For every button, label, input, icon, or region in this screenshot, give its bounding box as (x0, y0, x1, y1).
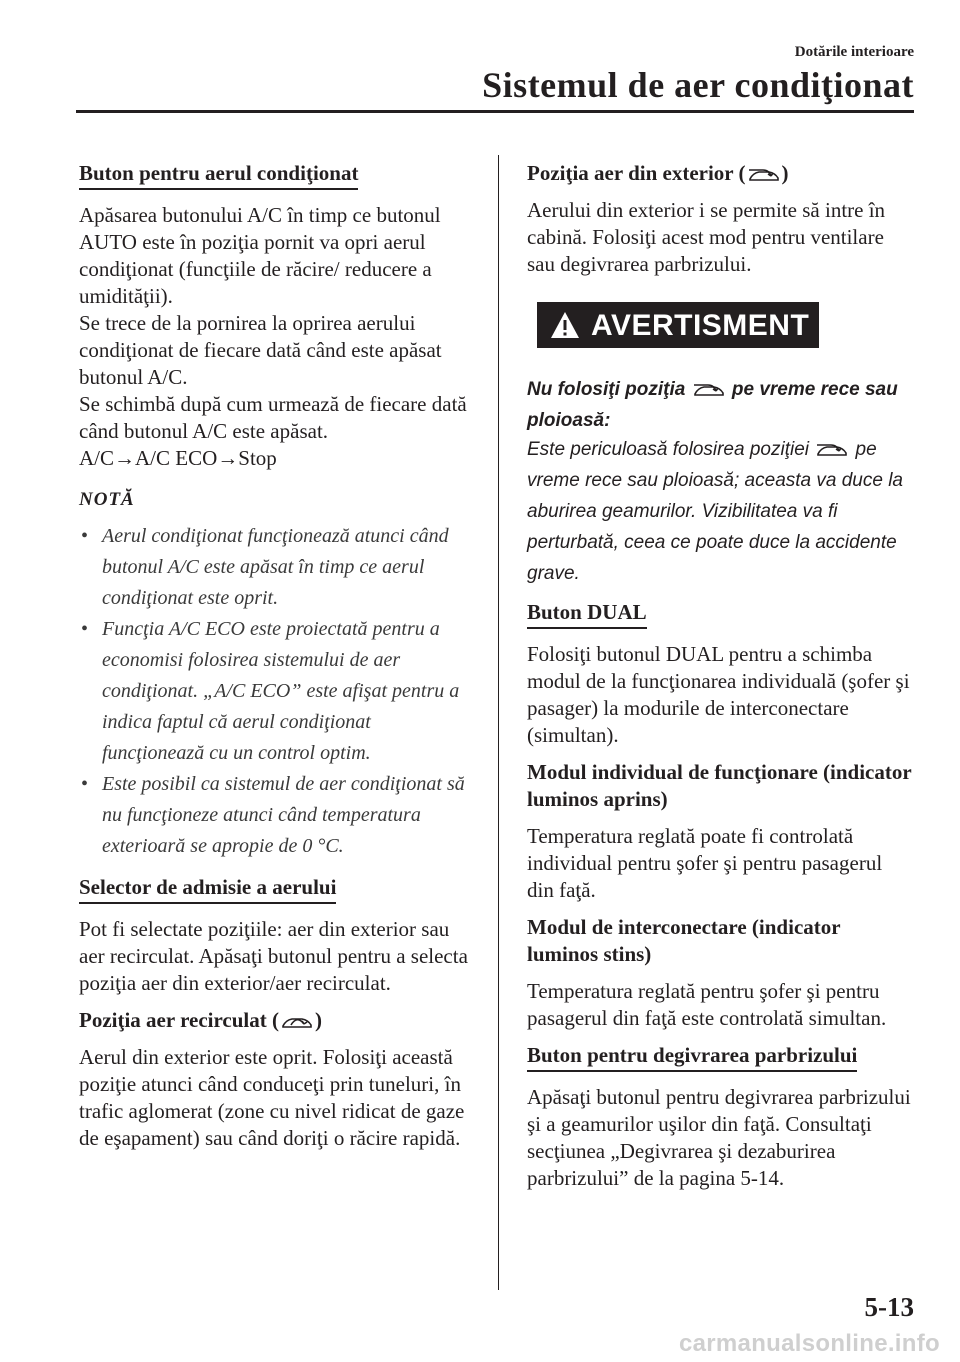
right-column (527, 160, 914, 1202)
recirculated-heading: Poziţia aer recirculat ( ) (79, 1008, 323, 1032)
intake-selector-heading: Selector de admisie a aerului (79, 874, 336, 904)
warning-label: AVERTISMENT (591, 308, 810, 342)
recirculated-paragraph: Aerul din exterior este oprit. Folosiţi această poziţie atunci când conduceţi prin tuneluri, în trafic aglomerat (zone cu nivel ridicat de gaze de eşapament) sau când doriţi o răcire rapidă. (79, 1045, 465, 1150)
note-item: • Este posibil ca sistemul de aer condiţionat să nu funcţioneze atunci când temperatura exterioară se apropie de 0 °C. (81, 773, 465, 857)
note-text: Funcţia A/C ECO este proiectată pentru a economisi folosirea sistemului de aer condiţionat. „A/C ECO” este afişat pentru a indica faptul că aerul condiţionat funcţionează cu un control optim. (102, 618, 460, 764)
section-label: Dotările interioare (794, 44, 914, 60)
note-text: Este posibil ca sistemul de aer condiţionat să nu funcţioneze atunci când temperatura exterioară se apropie de 0 °C. (102, 773, 465, 857)
dual-button-heading: Buton DUAL (527, 599, 647, 629)
note-title: NOTĂ (79, 489, 135, 510)
left-column (79, 160, 474, 1162)
outside-air-icon (815, 441, 849, 459)
warning-triangle-icon (549, 310, 581, 340)
outside-air-icon (692, 381, 726, 399)
outside-air-icon (747, 166, 781, 184)
warning-body: Este periculoasă folosirea poziţiei pe vreme rece sau ploioasă; aceasta va duce la aburirea geamurilor. Vizibilitatea va fi perturbată, ceea ce poate duce la accidente grave. (527, 439, 903, 584)
outside-air-heading: Poziţia aer din exterior ( ) (527, 161, 789, 185)
note-list (79, 521, 474, 862)
note-item: • Aerul condiţionat funcţionează atunci când butonul A/C este apăsat în timp ce aerul condiţionat este oprit. (81, 525, 449, 609)
interconnect-mode-heading: Modul de interconectare (indicator luminos stins) (527, 915, 841, 966)
watermark: carmanualsonline.info (678, 1330, 940, 1357)
dual-paragraph: Folosiţi butonul DUAL pentru a schimba modul de la funcţionarea individuală (şofer şi pasager) la modurile de interconectare (simultan). (527, 642, 910, 747)
intake-paragraph: Pot fi selectate poziţiile: aer din exterior sau aer recirculat. Apăsaţi butonul pentru a selecta poziţia aer din exterior/aer recirculat. (79, 917, 468, 995)
warning-title: Nu folosiţi poziţia pe vreme rece sau ploioasă: (527, 379, 898, 431)
ac-text-3: Se schimbă după cum urmează de fiecare dată când butonul A/C este apăsat. (79, 392, 467, 443)
note-item: • Funcţia A/C ECO este proiectată pentru a economisi folosirea sistemului de aer condiţionat. „A/C ECO” este afişat pentru a indica faptul că aerul condiţionat funcţionează cu un control optim. (81, 618, 460, 764)
individual-mode-heading: Modul individual de funcţionare (indicator luminos aprins) (527, 760, 912, 811)
ac-paragraph-1 (79, 202, 474, 472)
ac-text-1: Apăsarea butonului A/C în timp ce butonul AUTO este în poziţia pornit va opri aerul condiţionat (funcţiile de răcire/ reducere a umidităţii). (79, 203, 441, 308)
interconnect-mode-paragraph: Temperatura reglată pentru şofer şi pentru pasagerul din faţă este controlată simultan. (527, 979, 887, 1030)
page-number: 5-13 (864, 1292, 914, 1322)
outside-air-paragraph: Aerului din exterior i se permite să intre în cabină. Folosiţi acest mod pentru ventilare sau degivrarea parbrizului. (527, 198, 886, 276)
column-divider (498, 155, 499, 1290)
warning-banner (537, 302, 819, 348)
note-text: Aerul condiţionat funcţionează atunci când butonul A/C este apăsat în timp ce aerul condiţionat este oprit. (102, 525, 449, 609)
defrost-button-heading: Buton pentru degivrarea parbrizului (527, 1042, 857, 1072)
ac-button-heading: Buton pentru aerul condiţionat (79, 160, 358, 190)
header-divider (76, 110, 914, 113)
recirculated-air-icon (280, 1013, 314, 1031)
page-title: Sistemul de aer condiţionat (482, 65, 914, 105)
defrost-paragraph: Apăsaţi butonul pentru degivrarea parbrizului şi a geamurilor uşilor din faţă. Consultaţi secţiunea „Degivrarea şi dezaburirea parbrizului” de la pagina 5-14. (527, 1085, 911, 1190)
ac-text-2: Se trece de la pornirea la oprirea aerului condiţionat de fiecare dată când este apăsat butonul A/C. (79, 311, 442, 389)
ac-sequence: A/C→A/C ECO→Stop (79, 446, 277, 470)
individual-mode-paragraph: Temperatura reglată poate fi controlată individual pentru şofer şi pentru pasagerul din faţă. (527, 824, 883, 902)
